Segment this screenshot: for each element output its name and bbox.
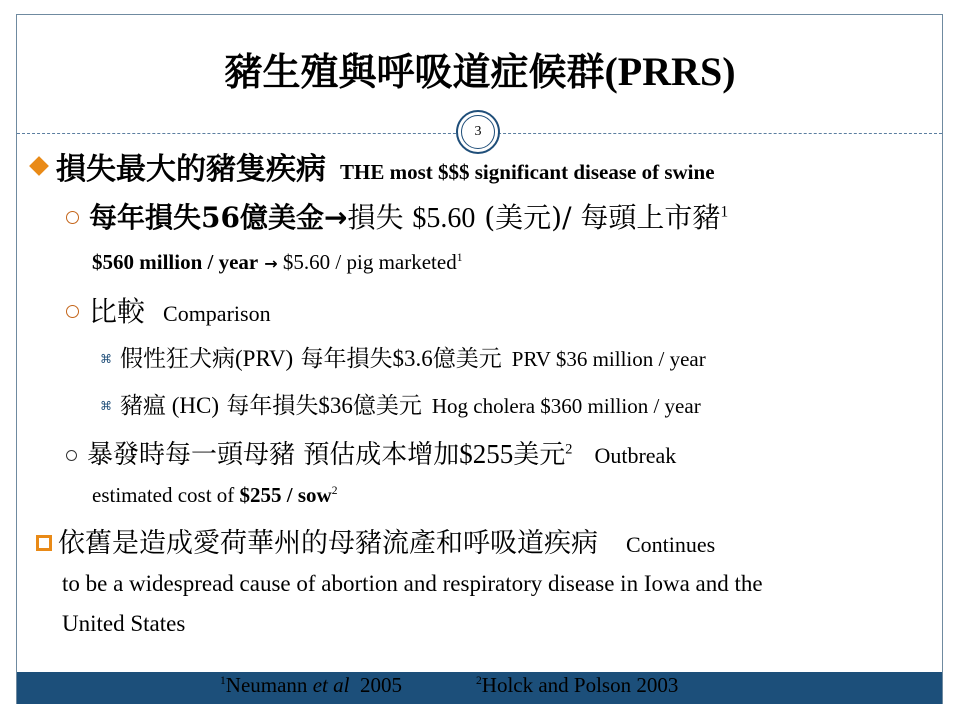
circle-bullet-icon xyxy=(66,450,77,461)
title-english: (PRRS) xyxy=(604,49,736,94)
bullet-1b1-zh-3: 億美元 xyxy=(432,346,502,372)
footer-ref-1-author: Neumann xyxy=(225,673,313,697)
bullet-1c-zh-2: 美元 xyxy=(513,440,566,470)
bullet-1a-zh-2: 損失 xyxy=(347,201,413,234)
circle-bullet-icon xyxy=(66,305,79,318)
footer-ref-2-sup: 2 xyxy=(476,675,482,687)
bullet-1c-en-sup: 2 xyxy=(331,485,338,497)
bullet-1c-sup: 2 xyxy=(565,441,573,458)
bullet-1c-zh-1: 暴發時每一頭母豬 預估成本增加 xyxy=(87,440,460,470)
bullet-2-zh: 依舊是造成愛荷華州的母豬流產和呼吸道疾病 xyxy=(58,528,598,559)
bullet-1a-en-line xyxy=(92,247,462,279)
bullet-1b2-zh-2: 每年損失 xyxy=(219,393,319,419)
bullet-1b1-en: PRV $36 million / year xyxy=(511,347,706,371)
footer-ref-1-year: 2005 xyxy=(349,673,402,697)
bullet-1b1-abbr: (PRV) xyxy=(235,346,294,371)
diamond-bullet-icon xyxy=(29,156,49,176)
bullet-2-en: Continues xyxy=(626,532,716,557)
bullet-1b2-value: $36 xyxy=(318,393,353,418)
bullet-1a-value: $5.60 xyxy=(412,203,476,234)
bullet-1a-zh-1: 每年損失56億美金 xyxy=(89,201,324,234)
footer-reference-1 xyxy=(220,673,402,698)
bullet-2 xyxy=(36,524,715,565)
circle-bullet-icon xyxy=(66,211,79,224)
bullet-2-en-line-3: United States xyxy=(62,611,186,636)
bullet-1-zh: 損失最大的豬隻疾病 xyxy=(56,152,326,187)
bullet-1b2-zh-1: 豬瘟 xyxy=(120,393,166,419)
bullet-1b1-value: $3.6 xyxy=(392,346,433,371)
bullet-1b-en: Comparison xyxy=(163,301,271,326)
bullet-1b2-zh-3: 億美元 xyxy=(352,393,422,419)
bullet-1c-en-bold: $255 / sow xyxy=(239,483,332,507)
bullet-1b2 xyxy=(100,389,701,426)
footer-reference-2 xyxy=(476,673,678,698)
bullet-1a-en-sup: 1 xyxy=(456,252,463,264)
bullet-1b1 xyxy=(100,342,706,379)
bullet-1a-en-bold: $560 million / year xyxy=(92,250,259,274)
bullet-1a xyxy=(66,197,728,240)
bullet-1-en: THE most $$$ significant disease of swine xyxy=(340,160,715,184)
bullet-1c xyxy=(66,434,676,476)
bullet-1b-zh: 比較 xyxy=(89,295,146,328)
arrow-icon: → xyxy=(264,254,278,273)
square-bullet-icon xyxy=(36,535,52,551)
bullet-1b1-zh-2: 每年損失 xyxy=(293,346,393,372)
bullet-1c-en-part1: estimated cost of xyxy=(92,483,240,507)
bullet-1c-value: $255 xyxy=(459,439,514,469)
page-number: 3 xyxy=(461,115,495,149)
bullet-1b2-en: Hog cholera $360 million / year xyxy=(431,394,701,418)
bullet-1b xyxy=(66,292,271,334)
arrow-icon: → xyxy=(323,201,348,234)
bullet-1a-sup: 1 xyxy=(720,203,729,221)
bullet-1 xyxy=(26,148,715,194)
footer-ref-1-sup: 1 xyxy=(220,675,226,687)
title-chinese: 豬生殖與呼吸道症候群 xyxy=(224,49,605,94)
slide-title xyxy=(0,48,960,96)
footer-ref-2-text: Holck and Polson 2003 xyxy=(481,673,679,697)
bullet-1b2-abbr: (HC) xyxy=(166,393,220,418)
cross-bullet-icon: ⌘ xyxy=(100,352,112,366)
bullet-1b1-zh-1: 假性狂犬病 xyxy=(120,346,235,372)
bullet-2-en-line-2: to be a widespread cause of abortion and respiratory disease in Iowa and the xyxy=(62,571,763,596)
footer-ref-1-etal: et al xyxy=(312,673,350,697)
bullet-1a-en-rest: $5.60 / pig marketed xyxy=(277,250,457,274)
bullet-1c-en-line xyxy=(92,480,338,510)
bullet-1c-en: Outbreak xyxy=(594,443,677,468)
cross-bullet-icon: ⌘ xyxy=(100,399,112,413)
bullet-1a-zh-3: (美元)/ 每頭上市豬 xyxy=(475,201,721,234)
